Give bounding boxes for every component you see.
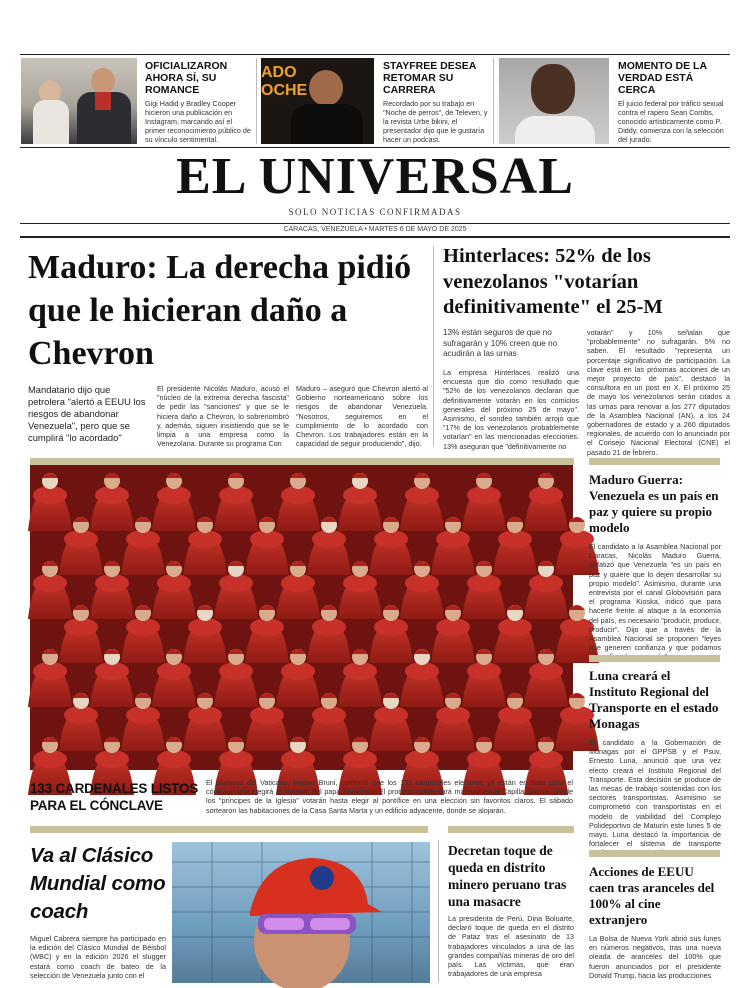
cardinals-caption[interactable]: 133 CARDENALES LISTOS PARA EL CÓNCLAVE	[30, 781, 199, 813]
sidebar-headline-2[interactable]: Luna creará el Instituto Regional del Transporte en el estado Monagas	[589, 668, 719, 731]
sidebar-headline-3[interactable]: Acciones de EEUU caen tras aranceles del 100% al cine extranjero	[589, 864, 715, 927]
teaser-photo-sign: ADO OCHE	[261, 64, 308, 99]
cabrera-photo[interactable]	[172, 842, 430, 983]
hinterlaces-body-col2: votarán" y 10% señalan que "probablemente" no sufragarán. 5% no saben. El resultado "representa un porcentaje significativo de participación. La clave está en las próximas acciones de un mejor proyecto de país", destacó la consultora en un post en X. El próximo 25 de mayo los venezolanos serán citados a las urnas para renovar a los 277 diputados de la Asamblea Nacional (AN), a los 24 gobernadores de estado y a 260 diputados regionales, de acuerdo con lo anunciado por el Consejo Nacional Electoral (CNE) el pasado 21 de febrero.	[587, 328, 730, 457]
teaser-photo-couple[interactable]	[21, 58, 137, 144]
lead-headline[interactable]: Maduro: La derecha pidió que le hicieran daño a Chevron	[28, 249, 412, 372]
clasico-body: Miguel Cabrera siempre ha participado en la edición del Clásico Mundial de Béisbol (WBC) y en la edición 2026 el slugger estará como coach de bateo de la selección de Venezuela junto con el	[30, 934, 166, 980]
cabrera-photo-illustration	[172, 842, 430, 983]
masthead-slogan: SOLO NOTICIAS CONFIRMADAS	[288, 207, 462, 217]
lead-body-col1: El presidente Nicolás Maduro, acusó el "núcleo de la extrema derecha fascista" de pedir las "sanciones" y que se le hiciera daño a Chevron, lo sobrenombró y, además, siguen insistiendo que se le limpia a una empresa como la Venezolana. Durante su programa Con	[157, 384, 289, 449]
sidebar-body-2: El candidato a la Gobernación de Monagas por el GPPSB y el Psuv, Ernesto Luna, anunció que una vez electo creará el Instituto Regional del Transporte. Esta decisión se produce de las mesas de trabajo sostenidas con los sectores transportistas. Asimismo se comprometió con transportistas en el modelo de viabilidad del Complejo Polideportivo de Maturín este lunes 5 de mayo. Luna destacó la importancia de fortalecer el sistema de transporte	[589, 738, 721, 849]
hinterlaces-deck: 13% están seguros de que no sufragarán y 10% creen que no acudirán a las urnas	[443, 328, 558, 358]
peru-body: La presidenta de Perú, Dina Boluarte, declaró toque de queda en el distrito de Pataz tras el asesinato de 13 trabajadores vinculados a una de las grandes compañías mineras de oro del país. Las víctimas, que eran trabajadores de una empresa	[448, 914, 574, 979]
cardinals-photo-illustration	[30, 465, 573, 770]
lead-body-col2: Maduro – aseguró que Chevron alertó al Gobierno norteamericano sobre los riesgos de abandonar Venezuela. "Nosotros, seguiremos en el cumplimiento de lo acordado con Chevron. Los trabajadores están en la capacidad de seguir produciendo", dijo.	[296, 384, 428, 449]
hinterlaces-headline[interactable]: Hinterlaces: 52% de los venezolanos "votarían definitivamente" el 25-M	[443, 245, 663, 318]
teaser-body-1: Gigi Hadid y Bradley Cooper hicieron una publicación en Instagram, marcando así el primer reconocimiento público de su vínculo sentimental.	[145, 99, 251, 144]
sidebar-story-3	[589, 864, 721, 983]
sidebar-headline-1[interactable]: Maduro Guerra: Venezuela es un país en paz y quiere su propio modelo	[589, 472, 719, 535]
clasico-headline[interactable]: Va al Clásico Mundial como coach	[30, 844, 166, 923]
sidebar-story-2	[589, 668, 721, 848]
dateline: CARACAS, VENEZUELA • MARTES 6 DE MAYO DE 2025	[283, 226, 467, 233]
peru-headline[interactable]: Decretan toque de queda en distrito minero peruano tras una masacre	[448, 843, 567, 909]
sidebar-body-1: El candidato a la Asamblea Nacional por Caracas, Nicolás Maduro Guerra, enfatizó que Venezuela "es un país en paz y quiere que lo dejen desarrollar su propio modelo". Asimismo, durante una entrevista por el canal Globovisión para el programa Kioska, indicó que para hacerle frente al ataque a la economía del país, es necesario "producir, producir, producir". Dijo que a través de la Asamblea Nacional se proponen "leyes que generen confianza y que podamos	[589, 542, 721, 653]
teaser-body-3: El juicio federal por tráfico sexual contra el rapero Sean Combs, conocido artísticamente como P. Diddy, comienza con la selección del jurado.	[618, 99, 724, 144]
teaser-title-3[interactable]: MOMENTO DE LA VERDAD ESTÁ CERCA	[618, 60, 707, 96]
teaser-body-2: Recordado por su trabajo en "Noche de perros", de Televen, y la revista Urbe bikini, el presentador dijo que le gustaría hacer un podcast.	[383, 99, 488, 144]
teaser-photo-presenter[interactable]	[261, 58, 374, 144]
lead-deck: Mandatario dijo que petrolera "alertó a EEUU los riesgos de abandonar Venezuela", pero que se cumplirá "lo acordado"	[28, 384, 146, 443]
masthead-title[interactable]: EL UNIVERSAL	[176, 148, 574, 205]
sidebar-body-3: La Bolsa de Nueva York abrió sus lunes en números negativos, tras una nueva oleada de aranceles del 100% que fueron anunciados por el presidente Donald Trump, hacia las producciones	[589, 934, 721, 980]
hinterlaces-body-col1: La empresa Hinterlaces realizó una encuesta que dio como resultado que "52% de los venezolanos declaran que definitivamente votarán en los comicios generales del próximo 25 de mayo". Asimismo, el sondeo también arrojó que "17% de los venezolanos probablemente votarían" en las mencionadas elecciones. 13% aseguran que "definitivamente no	[443, 368, 579, 451]
cardinals-photo[interactable]	[30, 465, 573, 770]
teaser-title-2[interactable]: STAYFREE DESEA RETOMAR SU CARRERA	[383, 60, 476, 96]
teaser-photo-rapper[interactable]	[499, 58, 609, 144]
teaser-title-1[interactable]: OFICIALIZARON AHORA SÍ, SU ROMANCE	[145, 60, 228, 96]
sidebar-story-1	[589, 472, 721, 652]
cardinals-body: El portavoz del Vaticano, Matteo Bruni, confirmó que los 133 cardenales electores ya están en Italia para el cónclave que elegirá al sucesor del papa Francisco. El proceso comenzará mañana en la Capilla Sixtina, donde los "príncipes de la Iglesia" votarán hasta elegir al pontífice en una elección sin favoritos claros. El sábado sortearon las habitaciones de la Casa Santa Marta y un edificio adyacente, donde se alojarán.	[206, 778, 573, 815]
